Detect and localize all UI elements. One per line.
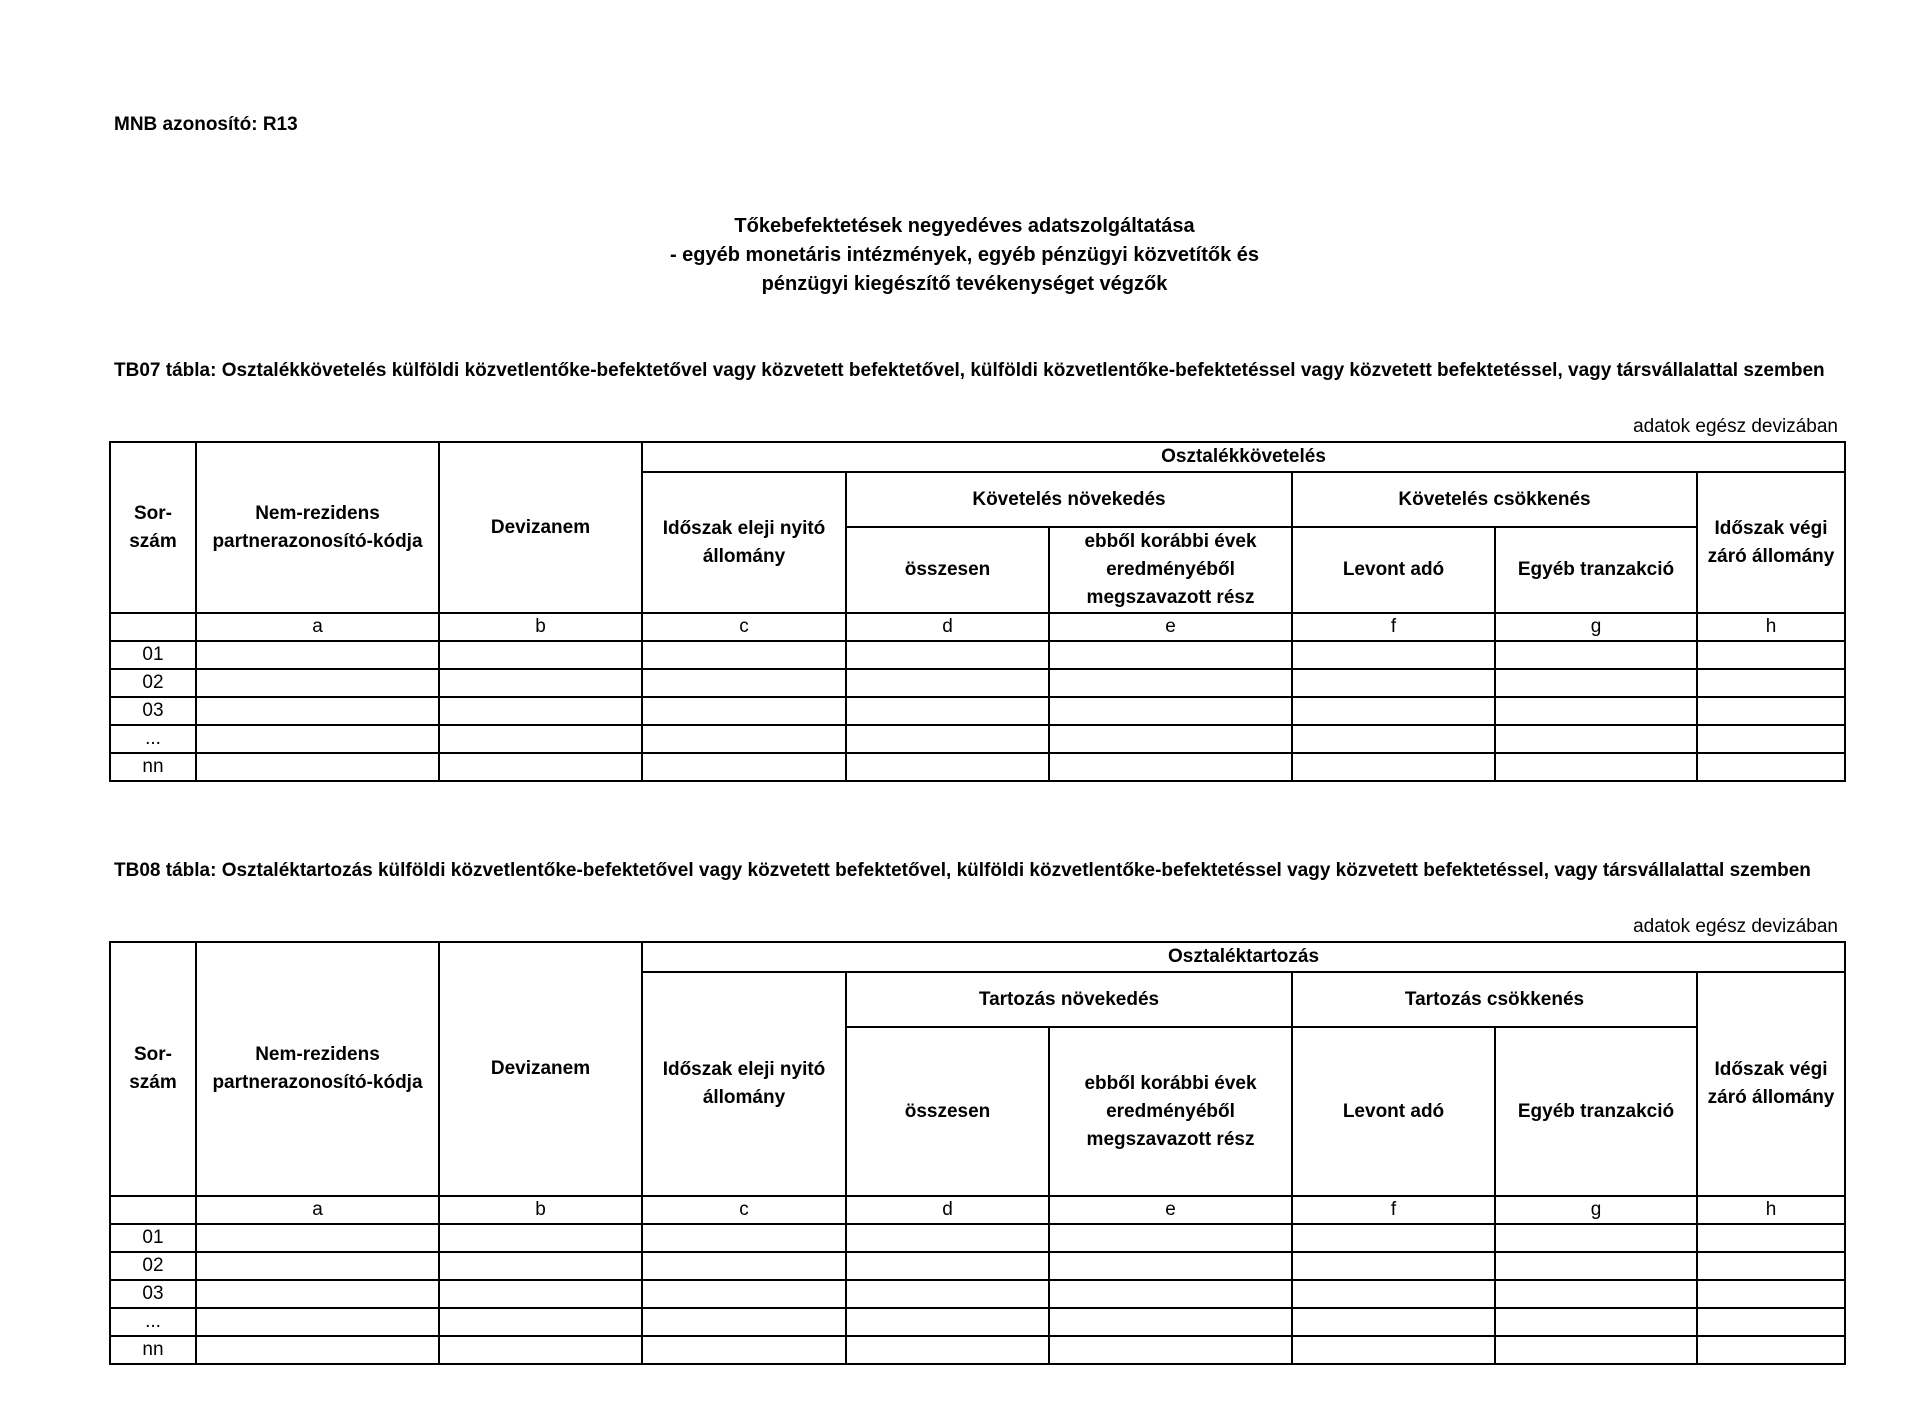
data-cell[interactable] [846, 1252, 1049, 1280]
data-cell[interactable] [196, 697, 439, 725]
title-line-2: - egyéb monetáris intézmények, egyéb pénzügyi közvetítők és [669, 244, 1260, 266]
data-cell[interactable] [196, 669, 439, 697]
data-cell[interactable] [1495, 1336, 1697, 1364]
data-cell[interactable] [642, 1280, 846, 1308]
row-number: nn [110, 753, 196, 781]
table-row [110, 1308, 1845, 1336]
data-cell[interactable] [846, 725, 1049, 753]
header-partner-code: Nem-rezidens partnerazonosító-kódja [196, 942, 439, 1196]
data-cell[interactable] [439, 1252, 642, 1280]
header-total: összesen [846, 1027, 1049, 1196]
tb07-unit-note: adatok egész devizában [1633, 416, 1838, 437]
data-cell[interactable] [1049, 669, 1292, 697]
data-cell[interactable] [1495, 725, 1697, 753]
header-opening-balance: Időszak eleji nyitó állomány [642, 972, 846, 1196]
row-number: nn [110, 1336, 196, 1364]
table-row [110, 1336, 1845, 1364]
data-cell[interactable] [1049, 697, 1292, 725]
data-cell[interactable] [1292, 1224, 1495, 1252]
tb07-table [109, 441, 1846, 782]
data-cell[interactable] [1292, 725, 1495, 753]
header-prior-years-share: ebből korábbi évek eredményéből megszavazott rész [1049, 527, 1292, 613]
data-cell[interactable] [642, 1308, 846, 1336]
data-cell[interactable] [846, 1308, 1049, 1336]
row-number: 02 [110, 669, 196, 697]
data-cell[interactable] [846, 1224, 1049, 1252]
data-cell[interactable] [196, 1252, 439, 1280]
column-code: e [1049, 613, 1292, 641]
table-row [110, 753, 1845, 781]
data-cell[interactable] [439, 697, 642, 725]
header-prior-years-share: ebből korábbi évek eredményéből megszavazott rész [1049, 1027, 1292, 1196]
data-cell[interactable] [196, 1308, 439, 1336]
header-withheld-tax: Levont adó [1292, 527, 1495, 613]
data-cell[interactable] [1292, 1336, 1495, 1364]
data-cell[interactable] [1292, 697, 1495, 725]
column-code-row [110, 1196, 1845, 1224]
data-cell[interactable] [846, 669, 1049, 697]
data-cell[interactable] [846, 697, 1049, 725]
data-cell[interactable] [196, 641, 439, 669]
header-partner-code: Nem-rezidens partnerazonosító-kódja [196, 442, 439, 613]
data-cell[interactable] [846, 1280, 1049, 1308]
data-cell[interactable] [1697, 1280, 1845, 1308]
data-cell[interactable] [196, 1224, 439, 1252]
data-cell[interactable] [1697, 1308, 1845, 1336]
row-number: 01 [110, 641, 196, 669]
data-cell[interactable] [1697, 753, 1845, 781]
data-cell[interactable] [1697, 725, 1845, 753]
data-cell[interactable] [1495, 641, 1697, 669]
data-cell[interactable] [196, 725, 439, 753]
mnb-identifier: MNB azonosító: R13 [114, 114, 298, 135]
header-group: Osztaléktartozás [642, 942, 1845, 972]
row-number: ... [110, 1308, 196, 1336]
data-cell[interactable] [439, 641, 642, 669]
header-sorszam: Sor-szám [110, 442, 196, 613]
data-cell[interactable] [1697, 1252, 1845, 1280]
column-code: f [1292, 1196, 1495, 1224]
table-row [110, 641, 1845, 669]
data-cell[interactable] [642, 697, 846, 725]
data-cell[interactable] [439, 725, 642, 753]
header-closing-balance: Időszak végi záró állomány [1697, 472, 1845, 613]
title-line-1: Tőkebefektetések negyedéves adatszolgáltatása [734, 215, 1195, 237]
table-row [110, 725, 1845, 753]
tb08-unit-note: adatok egész devizában [1633, 916, 1838, 937]
data-cell[interactable] [846, 753, 1049, 781]
data-cell[interactable] [1697, 697, 1845, 725]
data-cell[interactable] [196, 753, 439, 781]
data-cell[interactable] [642, 1252, 846, 1280]
row-number: 02 [110, 1252, 196, 1280]
data-cell[interactable] [1049, 753, 1292, 781]
header-closing-balance: Időszak végi záró állomány [1697, 972, 1845, 1196]
data-cell[interactable] [1292, 669, 1495, 697]
data-cell[interactable] [642, 669, 846, 697]
header-decrease: Tartozás csökkenés [1292, 972, 1697, 1027]
row-number: 03 [110, 697, 196, 725]
column-code: g [1495, 1196, 1697, 1224]
header-devizanem: Devizanem [439, 942, 642, 1196]
data-cell[interactable] [642, 725, 846, 753]
data-cell[interactable] [1049, 1336, 1292, 1364]
header-other-transaction: Egyéb tranzakció [1495, 527, 1697, 613]
data-cell[interactable] [1049, 725, 1292, 753]
column-code: d [846, 1196, 1049, 1224]
data-cell[interactable] [1292, 641, 1495, 669]
column-code [110, 613, 196, 641]
tb07-caption: TB07 tábla: Osztalékkövetelés külföldi közvetlentőke-befektetővel vagy közvetett befektetővel, külföldi közvetlentőke-befektetéssel vagy közvetett befektetéssel, vagy társvállalattal szemben [114, 360, 1825, 381]
column-code: d [846, 613, 1049, 641]
row-number: 01 [110, 1224, 196, 1252]
data-cell[interactable] [1495, 753, 1697, 781]
data-cell[interactable] [642, 641, 846, 669]
data-cell[interactable] [1495, 1224, 1697, 1252]
data-cell[interactable] [1697, 1224, 1845, 1252]
data-cell[interactable] [1495, 1280, 1697, 1308]
header-decrease: Követelés csökkenés [1292, 472, 1697, 527]
row-number: ... [110, 725, 196, 753]
column-code: a [196, 613, 439, 641]
tb08-table [109, 941, 1846, 1365]
column-code: c [642, 613, 846, 641]
row-number: 03 [110, 1280, 196, 1308]
data-cell[interactable] [1697, 1336, 1845, 1364]
table-row [110, 669, 1845, 697]
column-code: b [439, 1196, 642, 1224]
header-devizanem: Devizanem [439, 442, 642, 613]
tb08-caption: TB08 tábla: Osztaléktartozás külföldi közvetlentőke-befektetővel vagy közvetett befektetővel, külföldi közvetlentőke-befektetéssel vagy közvetett befektetéssel, vagy társvállalattal szemben [114, 860, 1811, 881]
column-code: e [1049, 1196, 1292, 1224]
data-cell[interactable] [439, 1308, 642, 1336]
data-cell[interactable] [846, 641, 1049, 669]
data-cell[interactable] [439, 1224, 642, 1252]
data-cell[interactable] [1495, 697, 1697, 725]
header-increase: Tartozás növekedés [846, 972, 1292, 1027]
data-cell[interactable] [1292, 1308, 1495, 1336]
header-opening-balance: Időszak eleji nyitó állomány [642, 472, 846, 613]
data-cell[interactable] [439, 1336, 642, 1364]
table-row [110, 1280, 1845, 1308]
data-cell[interactable] [439, 753, 642, 781]
table-row [110, 1224, 1845, 1252]
data-cell[interactable] [1292, 1252, 1495, 1280]
data-cell[interactable] [1495, 1308, 1697, 1336]
header-increase: Követelés növekedés [846, 472, 1292, 527]
data-cell[interactable] [1292, 753, 1495, 781]
data-cell[interactable] [1495, 1252, 1697, 1280]
title-line-3: pénzügyi kiegészítő tevékenységet végzők [761, 273, 1168, 295]
column-code: h [1697, 1196, 1845, 1224]
data-cell[interactable] [1697, 641, 1845, 669]
data-cell[interactable] [642, 753, 846, 781]
table-row [110, 697, 1845, 725]
data-cell[interactable] [642, 1336, 846, 1364]
column-code: a [196, 1196, 439, 1224]
data-cell[interactable] [1049, 1252, 1292, 1280]
column-code: h [1697, 613, 1845, 641]
header-other-transaction: Egyéb tranzakció [1495, 1027, 1697, 1196]
header-group: Osztalékkövetelés [642, 442, 1845, 472]
column-code: b [439, 613, 642, 641]
header-sorszam: Sor-szám [110, 942, 196, 1196]
data-cell[interactable] [1049, 641, 1292, 669]
column-code-row [110, 613, 1845, 641]
table-row [110, 1252, 1845, 1280]
data-cell[interactable] [1049, 1308, 1292, 1336]
data-cell[interactable] [196, 1336, 439, 1364]
document-title [0, 212, 1929, 299]
column-code: c [642, 1196, 846, 1224]
data-cell[interactable] [1049, 1280, 1292, 1308]
data-cell[interactable] [439, 669, 642, 697]
data-cell[interactable] [1292, 1280, 1495, 1308]
data-cell[interactable] [642, 1224, 846, 1252]
data-cell[interactable] [1495, 669, 1697, 697]
column-code: g [1495, 613, 1697, 641]
header-withheld-tax: Levont adó [1292, 1027, 1495, 1196]
data-cell[interactable] [1697, 669, 1845, 697]
data-cell[interactable] [1049, 1224, 1292, 1252]
header-total: összesen [846, 527, 1049, 613]
data-cell[interactable] [846, 1336, 1049, 1364]
data-cell[interactable] [439, 1280, 642, 1308]
column-code [110, 1196, 196, 1224]
column-code: f [1292, 613, 1495, 641]
data-cell[interactable] [196, 1280, 439, 1308]
